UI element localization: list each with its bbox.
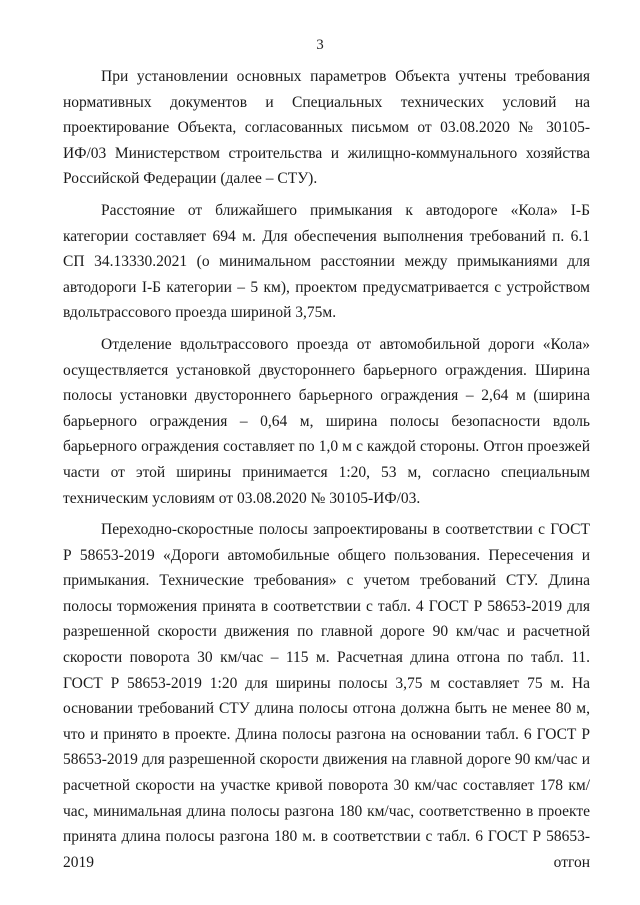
page-number: 3: [316, 37, 324, 53]
paragraph-distance: Расстояние от ближайшего примыкания к автодороге «Кола» I-Б категории составляет 694 м. Для обеспечения выполнения требований п. 6.1 СП 34.13330.2021 (о минимальном расстоянии между примыканиями для автодороги I-Б категории – 5 км), проектом предусматривается с устройством вдольтрассового проезда шириной 3,75м.: [63, 201, 590, 322]
paragraph-speed-lanes: Переходно-скоростные полосы запроектированы в соответствии с ГОСТ Р 58653-2019 «Дороги автомобильные общего пользования. Пересечения и примыкания. Технические требования» с учетом требований СТУ. Длина полосы торможения принята в соответствии с табл. 4 ГОСТ Р 58653-2019 для разрешенной скорости движения по главной дороге 90 км/час и расчетной скорости поворота 30 км/час – 115 м. Расчетная длина отгона по табл. 11. ГОСТ Р 58653-2019 1:20 для ширины полосы 3,75 м составляет 75 м. На основании требований СТУ длина полосы отгона должна быть не менее 80 м, что и принято в проекте. Длина полосы разгона на основании табл. 6 ГОСТ Р 58653-2019 для разрешенной скорости движения на главной дороге 90 км/час и расчетной скорости на участке кривой поворота 30 км/час составляет 178 км/час, минимальная длина полосы разгона 180 км/час, соответственно в проекте принята длина полосы разгона 180 м. в соответствии с табл. 6 ГОСТ Р 58653-2019 отгон: [63, 521, 590, 871]
paragraph-requirements: При установлении основных параметров Объекта учтены требования нормативных документов и Специальных технических условий на проектирование Объекта, согласованных письмом от 03.08.2020 № 30105-ИФ/03 Министерством строительства и жилищно-коммунального хозяйства Российской Федерации (далее – СТУ).: [63, 68, 590, 188]
document-body: [63, 64, 590, 875]
paragraph-barrier: Отделение вдольтрассового проезда от автомобильной дороги «Кола» осуществляется установкой двустороннего барьерного ограждения. Ширина полосы установки двустороннего барьерного ограждения – 2,64 м (ширина барьерного ограждения – 0,64 м, ширина полосы безопасности вдоль барьерного ограждения составляет по 1,0 м с каждой стороны. Отгон проезжей части от этой ширины принимается 1:20, 53 м, согласно специальным техническим условиям от 03.08.2020 № 30105-ИФ/03.: [63, 335, 590, 507]
